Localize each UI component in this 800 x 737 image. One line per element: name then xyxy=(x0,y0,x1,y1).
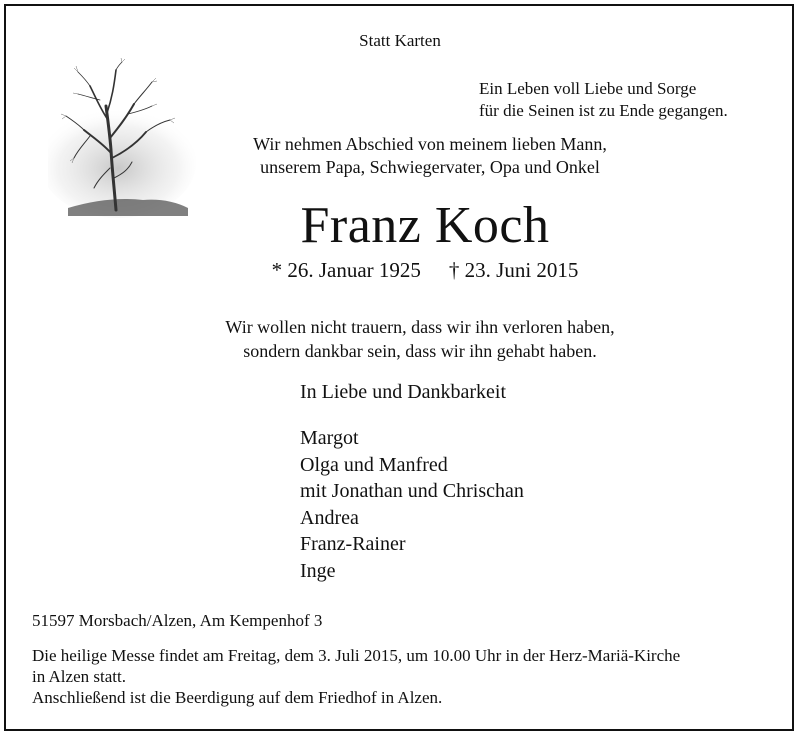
service-line-1: Die heilige Messe findet am Freitag, dem 3. Juli 2015, um 10.00 Uhr in der Herz-Mariä-Kirche xyxy=(32,646,681,665)
intro-text xyxy=(200,133,660,179)
family-member: Olga und Manfred xyxy=(300,453,448,476)
intro-line-2: unserem Papa, Schwiegervater, Opa und Onkel xyxy=(260,157,600,177)
motto-verse xyxy=(479,78,728,122)
family-member: Franz-Rainer xyxy=(300,533,406,555)
service-line-3: Anschließend ist die Beerdigung auf dem Friedhof in Alzen. xyxy=(32,688,443,707)
closing-text: In Liebe und Dankbarkeit xyxy=(300,381,507,403)
deceased-name: Franz Koch xyxy=(300,197,550,254)
quote-text xyxy=(190,315,650,363)
address-text: 51597 Morsbach/Alzen, Am Kempenhof 3 xyxy=(32,611,323,630)
family-member: Margot xyxy=(300,427,359,449)
motto-line-1: Ein Leben voll Liebe und Sorge xyxy=(479,79,697,98)
life-dates xyxy=(0,258,800,283)
birth-date: * 26. Januar 1925 xyxy=(271,258,421,282)
death-date: † 23. Juni 2015 xyxy=(448,258,579,282)
family-member: mit Jonathan und Chrischan xyxy=(300,480,524,502)
intro-line-1: Wir nehmen Abschied von meinem lieben Mann, xyxy=(253,134,607,154)
service-info xyxy=(32,645,782,708)
family-member: Inge xyxy=(300,559,336,582)
family-list xyxy=(300,425,524,584)
quote-line-2: sondern dankbar sein, dass wir ihn gehabt haben. xyxy=(243,341,597,361)
motto-line-2: für die Seinen ist zu Ende gegangen. xyxy=(479,101,728,120)
family-member: Andrea xyxy=(300,506,359,529)
quote-line-1: Wir wollen nicht trauern, dass wir ihn verloren haben, xyxy=(225,317,615,337)
header-statt-karten: Statt Karten xyxy=(359,31,441,50)
service-line-2: in Alzen statt. xyxy=(32,667,126,686)
